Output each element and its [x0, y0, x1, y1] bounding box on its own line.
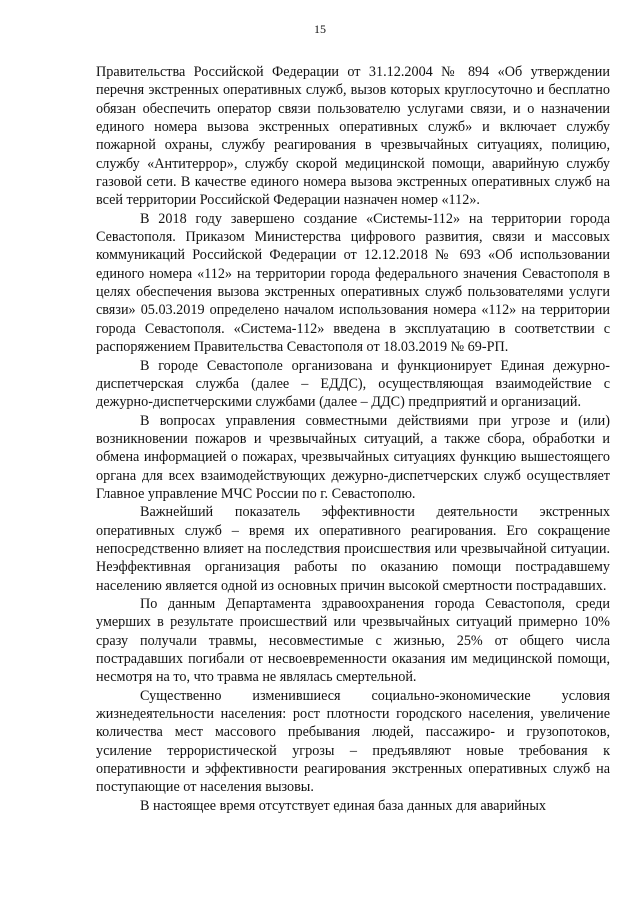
- paragraph-emergency-management: В вопросах управления совместными действиями при угрозе и (или) возникновении пожаров и чрезвычайных ситуаций, а также сбора, обработки и обмена информацией о пожарах, чрезвычайных ситуациях функцию вышестоящего органа для всех взаимодействующих дежурно-диспетчерских служб осуществляет Главное управление МЧС России по г. Севастополю.: [96, 412, 610, 502]
- paragraph-socioeconomic-conditions: Существенно изменившиеся социально-экономические условия жизнедеятельности населения: рост плотности городского населения, увеличение количества мест массового пребывания людей, пассажиро- и грузопотоков, усиление террористической угрозы – предъявляют новые требования к оперативности и эффективности реагирования экстренных оперативных служб на поступающие от населения вызовы.: [96, 687, 610, 796]
- page-number: 15: [314, 22, 326, 36]
- paragraph-health-statistics: По данным Департамента здравоохранения города Севастополя, среди умерших в результате происшествий или чрезвычайных ситуаций примерно 10% сразу получали травмы, несовместимые с жизнью, 25% от общего числа пострадавших погибали от несвоевременности оказания им медицинской помощи, несмотря на то, что травма не являлась смертельной.: [96, 595, 610, 686]
- body-text: [96, 63, 610, 815]
- paragraph-response-time: Важнейший показатель эффективности деятельности экстренных оперативных служб – время их оперативного реагирования. Его сокращение непосредственно влияет на последствия происшествия или чрезвычайной ситуации. Неэффективная организация работы по оказанию помощи пострадавшему населению является одной из основных причин высокой смертности пострадавших.: [96, 504, 610, 594]
- paragraph-database: В настоящее время отсутствует единая база данных для аварийных: [140, 797, 546, 814]
- paragraph-continuation: Правительства Российской Федерации от 31.12.2004 № 894 «Об утверждении перечня экстренных оперативных служб, вызов которых круглосуточно и бесплатно обязан обеспечить оператор связи пользователю услугами связи, и о назначении единого номера вызова экстренных оперативных служб» и включает службу пожарной охраны, службу реагирования в чрезвычайных ситуациях, полицию, службу «Антитеррор», службу скорой медицинской помощи, аварийную службу газовой сети. В качестве единого номера вызова экстренных оперативных служб на всей территории Российской Федерации назначен номер «112».: [96, 64, 610, 209]
- paragraph-system-112: В 2018 году завершено создание «Системы-112» на территории города Севастополя. Приказом Министерства цифрового развития, связи и массовых коммуникаций Российской Федерации от 12.12.2018 № 693 «Об использовании единого номера «112» на территории города федерального значения Севастополя в целях обеспечения вызова экстренных оперативных служб пользователями услуги связи» 05.03.2019 определено началом использования номера «112» на территории города Севастополя. «Система-112» введена в эксплуатацию в соответствии с распоряжением Правительства Севастополя от 18.03.2019 № 69-РП.: [96, 210, 610, 356]
- paragraph-edds: В городе Севастополе организована и функционирует Единая дежурно-диспетчерская служба (далее – ЕДДС), осуществляющая взаимодействие с дежурно-диспетчерскими службами (далее – ДДС) предприятий и организаций.: [96, 357, 610, 411]
